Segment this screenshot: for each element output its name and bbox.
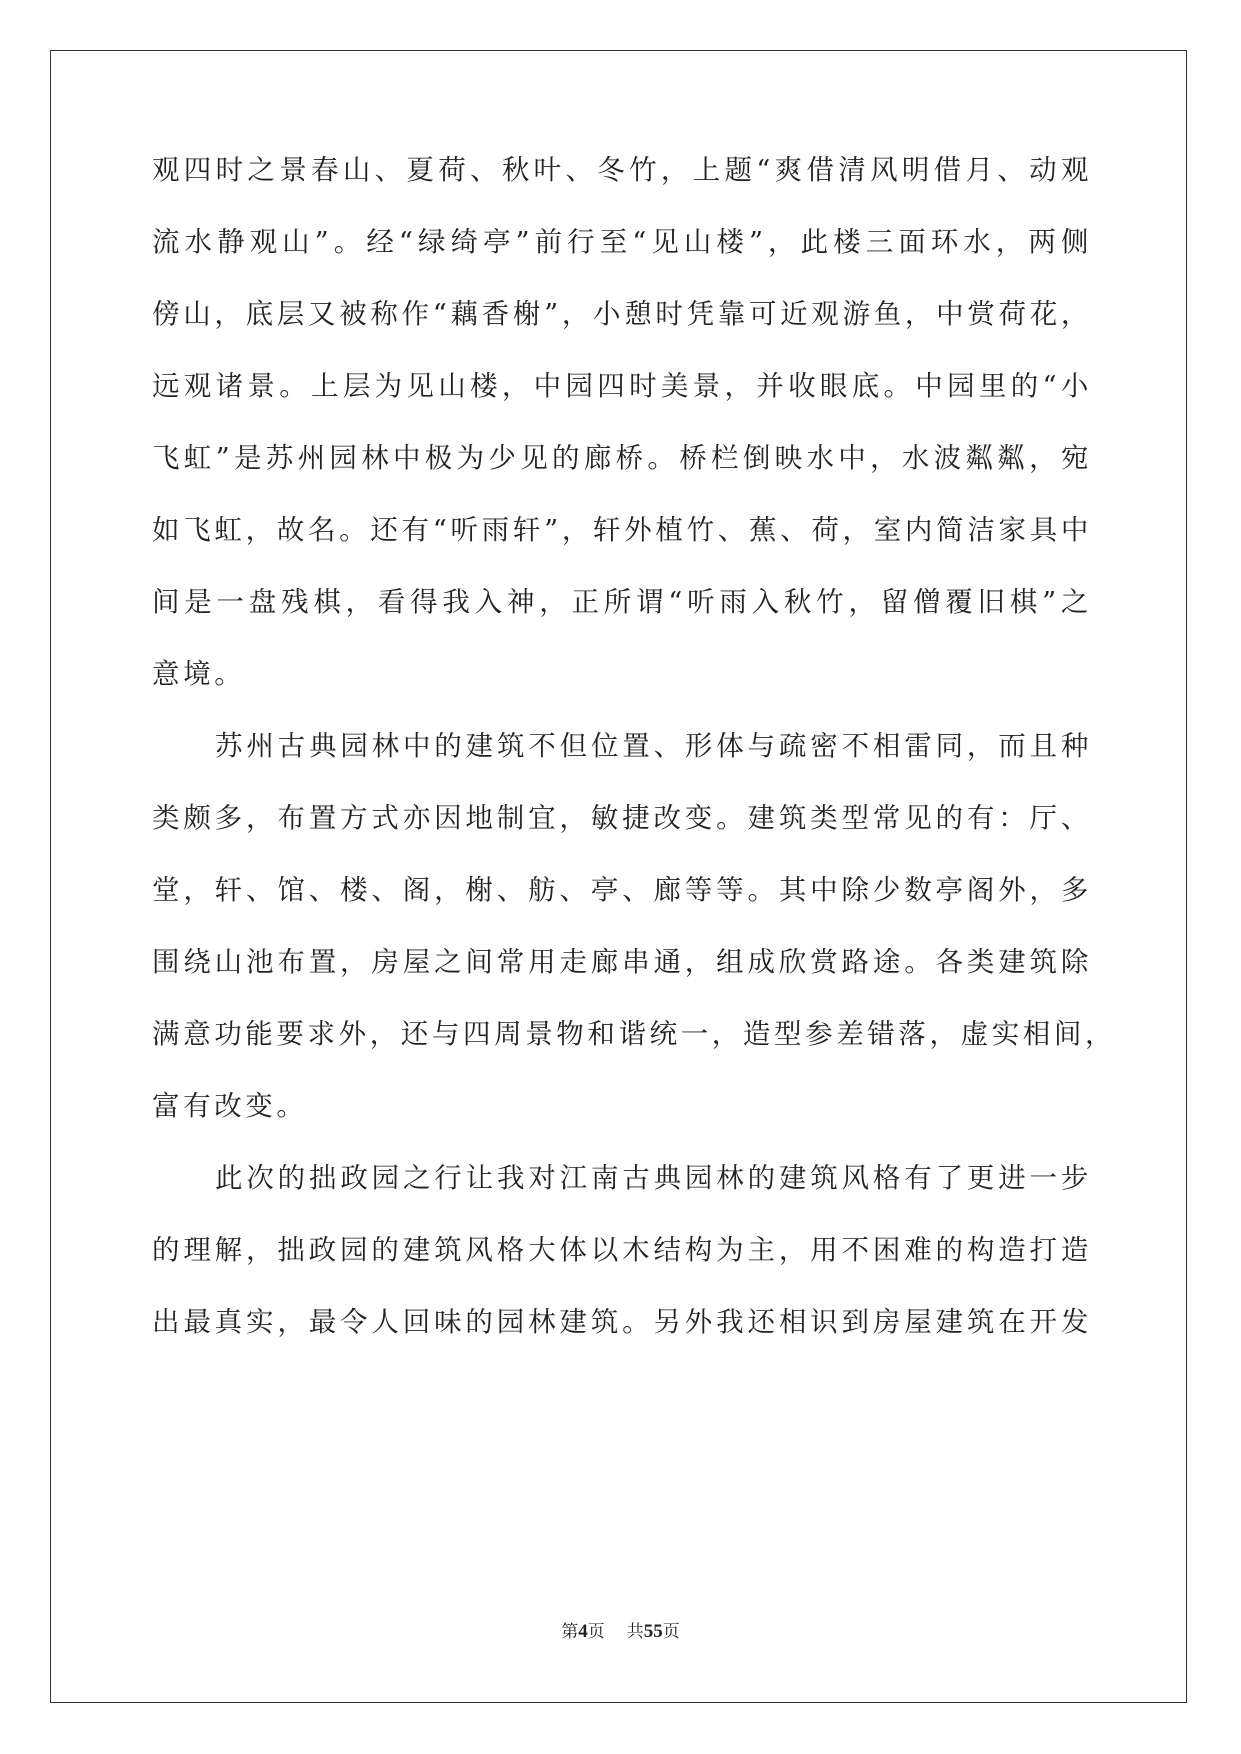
page-footer [0,1620,1241,1644]
total-suffix: 页 [662,1622,680,1642]
paragraph-2-line-1: 苏州古典园林中的建筑不但位置、形体与疏密不相雷同，而且种 [215,730,1092,762]
text-line-6: 如飞虹，故名。还有“听雨轩”，轩外植竹、蕉、荷，室内简洁家具中 [152,514,1092,546]
page-prefix: 第 [561,1622,579,1642]
total-prefix: 共 [626,1622,644,1642]
paragraph-2-line-3: 堂，轩、馆、楼、阁，榭、舫、亭、廊等等。其中除少数亭阁外，多 [152,874,1092,906]
paragraph-2-line-5: 满意功能要求外，还与四周景物和谐统一，造型参差错落，虚实相间， [152,1018,1117,1050]
text-line-5: 飞虹”是苏州园林中极为少见的廊桥。桥栏倒映水中，水波粼粼，宛 [152,442,1092,474]
text-line-1: 观四时之景春山、夏荷、秋叶、冬竹，上题“爽借清风明借月、动观 [152,154,1092,186]
text-line-3: 傍山，底层又被称作“藕香榭”，小憩时凭靠可近观游鱼，中赏荷花， [152,298,1092,330]
total-pages: 55 [643,1621,663,1642]
paragraph-2-line-6: 富有改变。 [152,1090,308,1122]
paragraph-3-line-2: 的理解，拙政园的建筑风格大体以木结构为主，用不困难的构造打造 [152,1234,1092,1266]
paragraph-2-line-4: 围绕山池布置，房屋之间常用走廊串通，组成欣赏路途。各类建筑除 [152,946,1092,978]
paragraph-3-line-3: 出最真实，最令人回味的园林建筑。另外我还相识到房屋建筑在开发 [152,1306,1092,1338]
page-number: 4 [578,1621,588,1642]
paragraph-3-line-1: 此次的拙政园之行让我对江南古典园林的建筑风格有了更进一步 [215,1162,1092,1194]
paragraph-2-line-2: 类颇多，布置方式亦因地制宜，敏捷改变。建筑类型常见的有：厅、 [152,802,1092,834]
page-suffix: 页 [587,1622,605,1642]
text-line-7: 间是一盘残棋，看得我入神，正所谓“听雨入秋竹，留僧覆旧棋”之 [152,586,1092,618]
text-line-4: 远观诸景。上层为见山楼，中园四时美景，并收眼底。中园里的“小 [152,370,1092,402]
text-line-8: 意境。 [152,658,246,690]
text-line-2: 流水静观山”。经“绿绮亭”前行至“见山楼”，此楼三面环水，两侧 [152,226,1092,258]
